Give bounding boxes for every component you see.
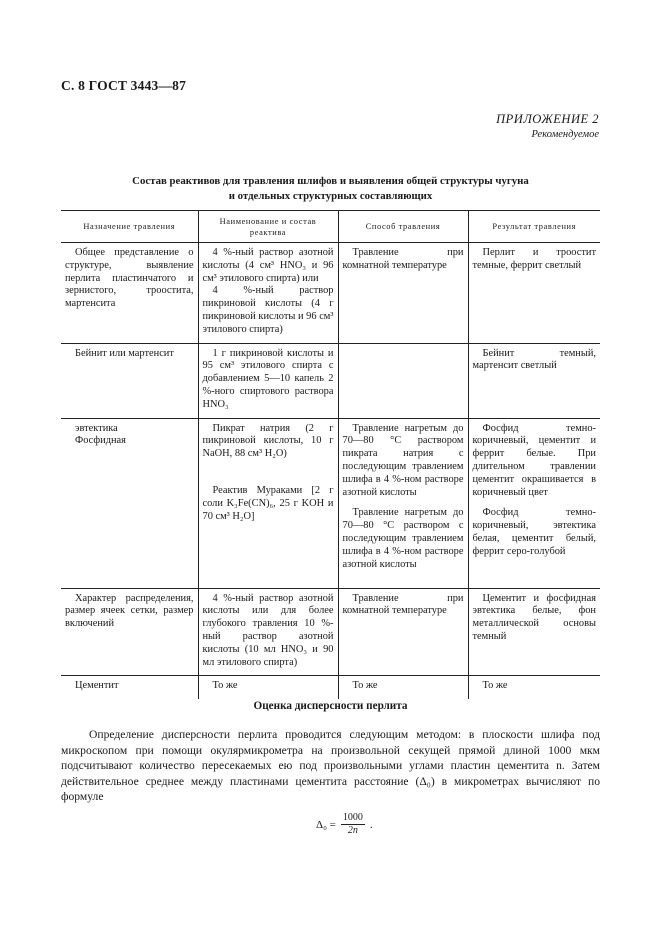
cell-method: То же [338, 676, 468, 699]
table-title-line1: Состав реактивов для травления шлифов и выявления общей структуры чугуна [132, 175, 529, 187]
formula-denominator: 2n [347, 825, 358, 836]
formula-end: . [369, 818, 373, 831]
cell-reagent: То же [198, 676, 338, 699]
header-reagent: Наименование и состав реактива [198, 211, 338, 243]
cell-purpose: эвтектика Фосфидная [61, 418, 198, 588]
table-title-line2: и отдельных структурных составляющих [228, 190, 433, 202]
cell-purpose: Характер распределения, размер ячеек сетки, размер включений [61, 588, 198, 676]
cell-reagent: 4 %-ный раствор азотной кислоты (4 см³ HNO₃ и 96 см³ этилового спирта) или 4 %-ный раствор пикриновой кислоты (4 г пикриновой кислоты и 96 см³ этилового спирта) [198, 243, 338, 344]
table-row [61, 418, 600, 588]
cell-result: То же [468, 676, 600, 699]
table-row [61, 343, 600, 418]
appendix-title: ПРИЛОЖЕНИЕ 2 [496, 112, 599, 126]
cell-method: Травление нагретым до 70—80 °С раствором пикрата натрия с последующим травлением шлифа в 4 %-ном растворе азотной кислоты Травление нагретым до 70—80 °С раствором с последующим травлением шлифа в 4 %-ном растворе азотной кислоты [338, 418, 468, 588]
table-title [0, 174, 661, 204]
table-header-row [61, 211, 600, 243]
cell-method [338, 343, 468, 418]
header-result: Результат травления [468, 211, 600, 243]
formula-numerator: 1000 [342, 812, 363, 823]
formula [316, 812, 373, 837]
table-row [61, 588, 600, 676]
header-method: Способ травления [338, 211, 468, 243]
cell-reagent: 4 %-ный раствор азотной кислоты или для более глубокого травления 10 %-ный раствор азотной кислоты (10 мл HNO₃ и 90 мл этилового спирта) [198, 588, 338, 676]
cell-purpose: Общее представление о структуре, выявление перлита пластинчатого и зернистого, троостита, мартенсита [61, 243, 198, 344]
section-title: Оценка дисперсности перлита [253, 700, 408, 712]
appendix-label [496, 112, 599, 140]
cell-purpose: Цементит [75, 680, 119, 692]
body-paragraph: Определение дисперсности перлита проводится следующим методом: в плоскости шлифа под микроскопом при помощи окулярмикрометра на произвольной секущей прямой длиной 1000 мкм подсчитывают количество пересекаемых ею под произвольными углами пластин цементита n. Затем действительное среднее между пластинами цементита расстояние (Δ₀) в микрометрах вычисляют по формуле [61, 728, 600, 803]
cell-result: Перлит и троостит темные, феррит светлый [468, 243, 600, 344]
cell-result: Бейнит темный, мартенсит светлый [468, 343, 600, 418]
cell-result: Цементит и фосфидная эвтектика белые, фон металлической основы темный [468, 588, 600, 676]
table-row [61, 243, 600, 344]
cell-method: Травление при комнатной температуре [338, 588, 468, 676]
appendix-status: Рекомендуемое [531, 129, 599, 140]
cell-reagent: Пикрат натрия (2 г пикриновой кислоты, 10 г NaOH, 88 см³ H₂O) Реактив Мураками [2 г соли K₃Fe(CN)₆, 25 г KOH и 70 см³ H₂O] [198, 418, 338, 588]
page-header: С. 8 ГОСТ 3443—87 [61, 78, 187, 93]
formula-fraction [341, 812, 365, 837]
header-purpose: Назначение травления [61, 211, 198, 243]
cell-method: Травление при комнатной температуре [338, 243, 468, 344]
reagents-table [61, 210, 600, 699]
table-row [61, 676, 600, 699]
formula-lhs: Δ₀ = [316, 818, 336, 831]
cell-result: Фосфид темно-коричневый, цементит и феррит белые. При длительном травлении цементит окрашивается в коричневый цвет Фосфид темно-коричневый, эвтектика белая, цементит белый, феррит серо-голубой [468, 418, 600, 588]
cell-purpose: Бейнит или мартенсит [61, 343, 198, 418]
cell-reagent: 1 г пикриновой кислоты и 95 см³ этилового спирта с добавлением 5—10 капель 2 %-ного спиртового раствора HNO₃ [198, 343, 338, 418]
